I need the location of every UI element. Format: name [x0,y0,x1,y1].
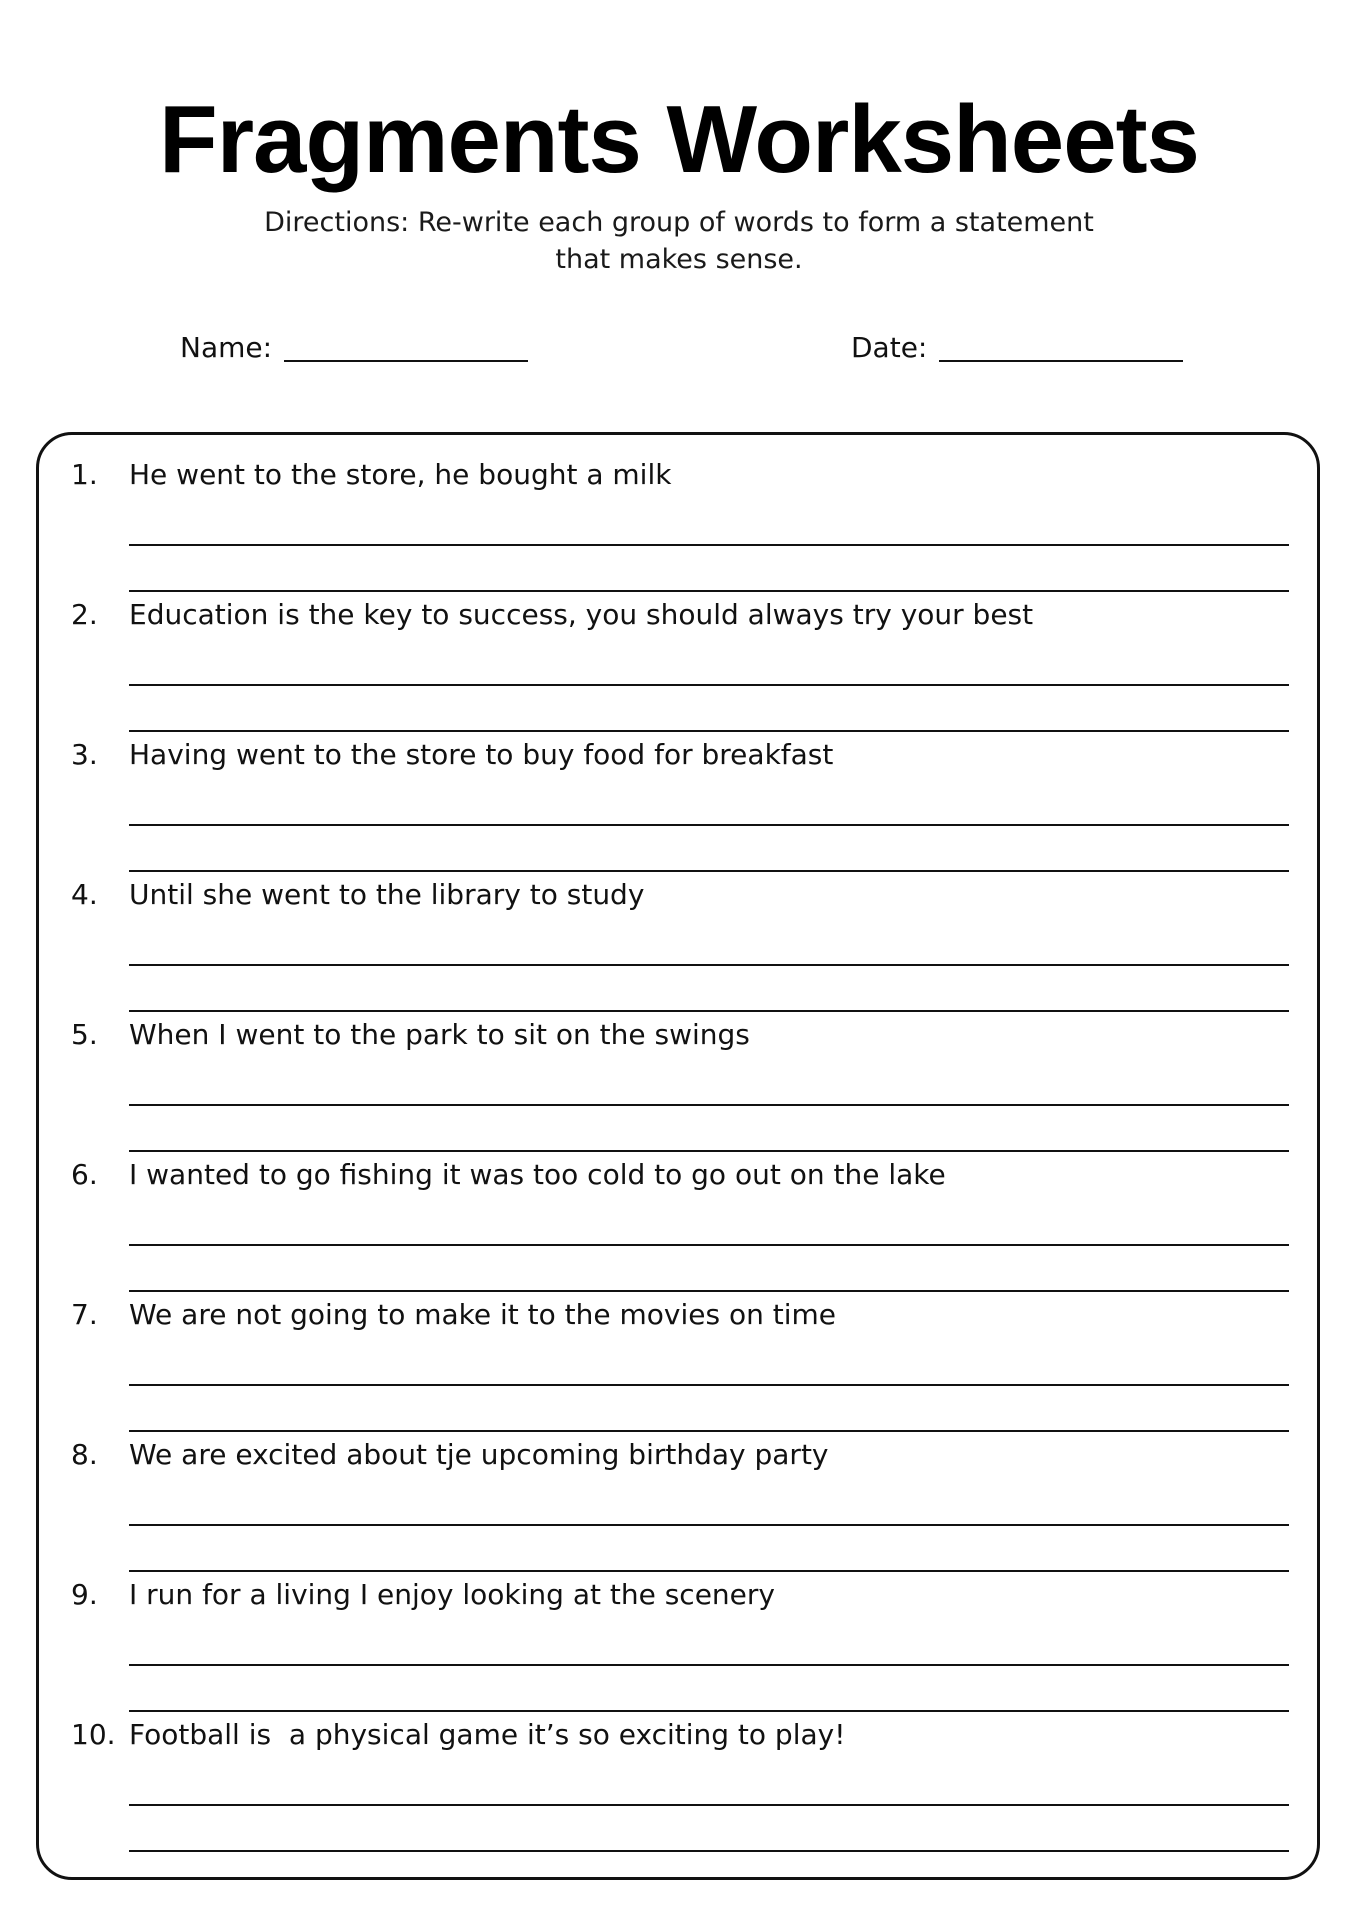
directions-line-1: Directions: Re-write each group of words to form a statement [264,207,1094,238]
name-label: Name: [180,331,273,364]
date-field [851,330,1183,366]
item-number: 2. [71,598,98,631]
directions [0,204,1358,278]
name-field [180,330,528,366]
exercise-item [39,1275,1323,1415]
exercise-item [39,1135,1323,1275]
answer-line[interactable] [129,964,1289,966]
page-title: Fragments Worksheets [159,86,1199,193]
exercise-item [39,435,1323,575]
item-text: Having went to the store to buy food for breakfast [129,738,834,771]
answer-line[interactable] [129,1104,1289,1106]
answer-line[interactable] [129,1804,1289,1806]
item-text: Education is the key to success, you should always try your best [129,598,1034,631]
exercise-box [36,432,1320,1880]
answer-line[interactable] [129,684,1289,686]
date-label: Date: [851,331,928,364]
answer-line[interactable] [129,1244,1289,1246]
item-number: 3. [71,738,98,771]
exercise-item [39,855,1323,995]
answer-line[interactable] [129,1850,1289,1852]
item-number: 6. [71,1158,98,1191]
item-text: When I went to the park to sit on the swings [129,1018,750,1051]
item-number: 7. [71,1298,98,1331]
item-text: I run for a living I enjoy looking at the scenery [129,1578,775,1611]
answer-line[interactable] [129,1524,1289,1526]
item-text: We are not going to make it to the movies on time [129,1298,837,1331]
answer-line[interactable] [129,824,1289,826]
item-number: 4. [71,878,98,911]
answer-line[interactable] [129,1384,1289,1386]
item-number: 1. [71,458,98,491]
item-number: 8. [71,1438,98,1471]
item-text: Football is a physical game it’s so exciting to play! [129,1718,846,1751]
exercise-item [39,995,1323,1135]
item-text: We are excited about tje upcoming birthday party [129,1438,829,1471]
answer-line[interactable] [129,1664,1289,1666]
item-text: Until she went to the library to study [129,878,645,911]
exercise-item [39,1695,1323,1835]
item-text: He went to the store, he bought a milk [129,458,672,491]
name-blank[interactable] [284,360,528,362]
directions-line-2: that makes sense. [555,244,803,275]
exercise-item [39,575,1323,715]
exercise-item [39,715,1323,855]
item-number: 9. [71,1578,98,1611]
item-text: I wanted to go fishing it was too cold to go out on the lake [129,1158,946,1191]
item-number: 5. [71,1018,98,1051]
date-blank[interactable] [939,360,1183,362]
exercise-item [39,1555,1323,1695]
item-number: 10. [71,1718,116,1751]
answer-line[interactable] [129,544,1289,546]
exercise-item [39,1415,1323,1555]
